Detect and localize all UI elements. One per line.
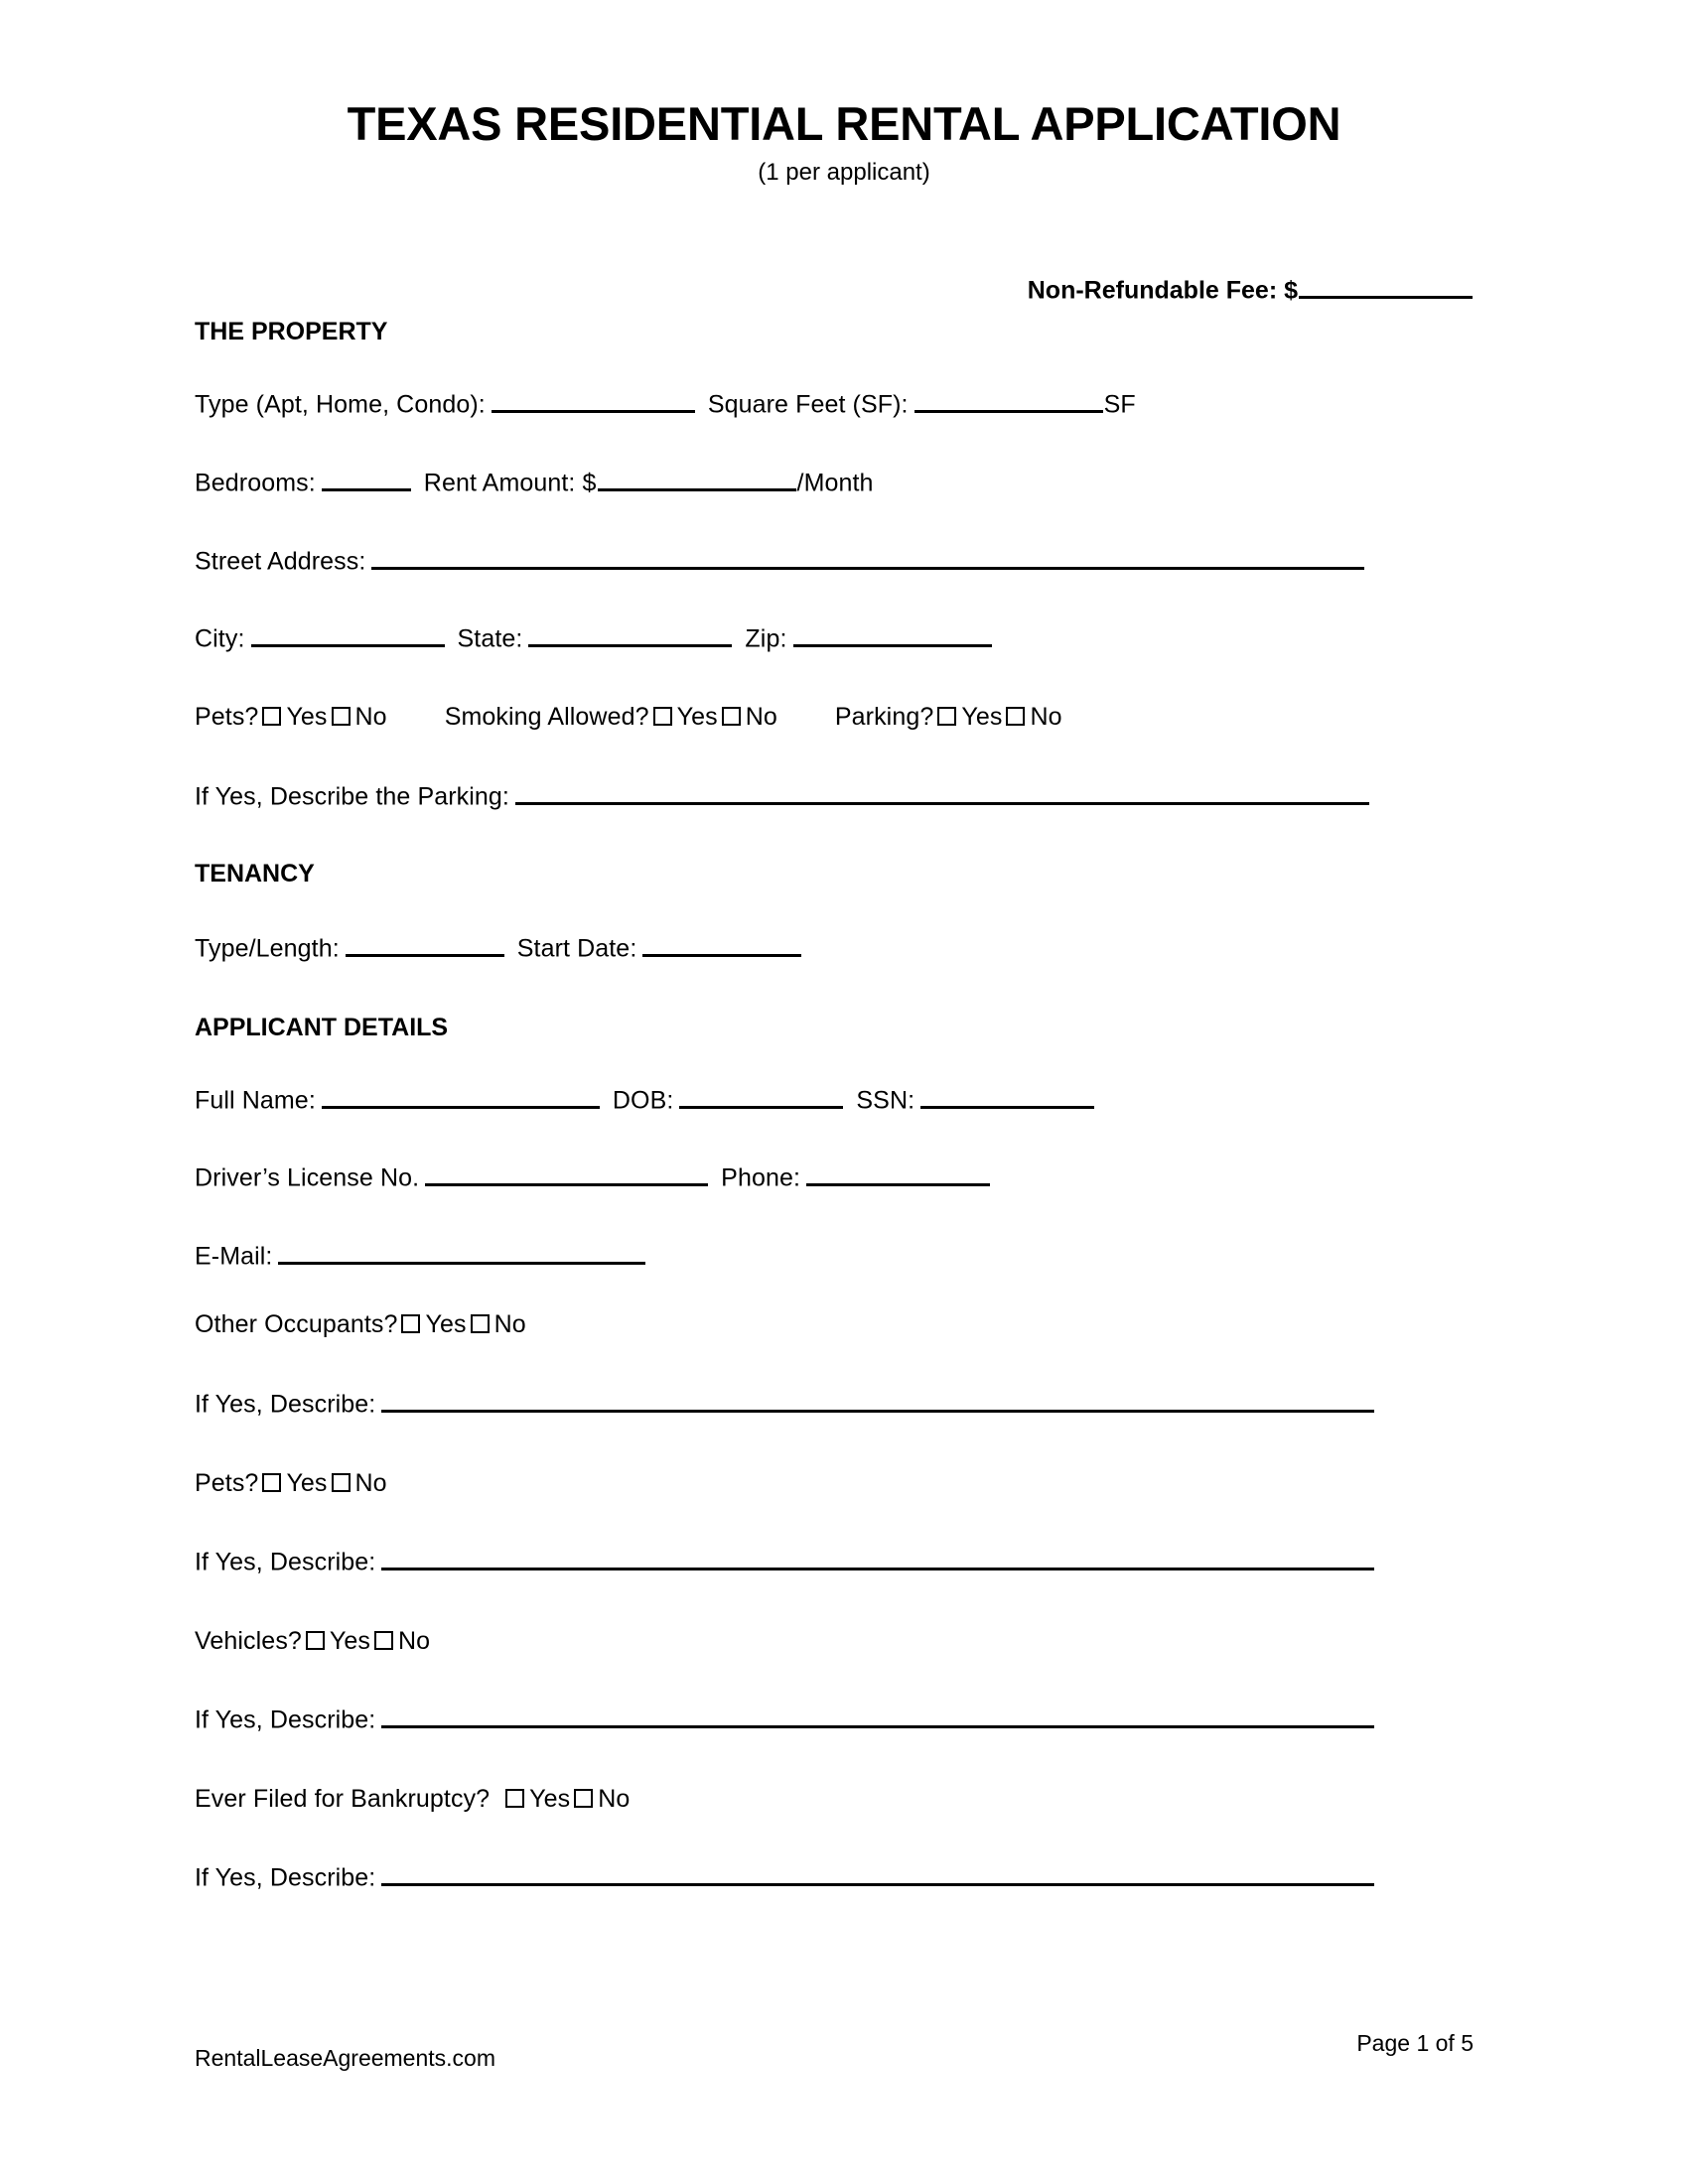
street-address-label: Street Address: — [195, 547, 366, 576]
tenancy-type-row — [195, 934, 802, 964]
footer-page-number: Page 1 of 5 — [1356, 2030, 1474, 2056]
phone-input-blank[interactable] — [806, 1163, 990, 1186]
square-feet-label: Square Feet (SF): — [707, 390, 909, 419]
rent-amount-input-blank[interactable] — [598, 469, 796, 491]
other-occupants-describe-input-blank[interactable] — [381, 1390, 1374, 1413]
bankruptcy-describe-input-blank[interactable] — [381, 1863, 1374, 1886]
email-row — [195, 1242, 646, 1272]
parking-describe-label: If Yes, Describe the Parking: — [195, 782, 509, 811]
property-type-input-blank[interactable] — [492, 390, 695, 413]
non-refundable-fee-input-blank[interactable] — [1299, 276, 1473, 299]
vehicles-label: Vehicles? — [195, 1627, 302, 1655]
street-address-row — [195, 547, 1365, 577]
section-heading-applicant-details: APPLICANT DETAILS — [195, 1014, 449, 1041]
city-label: City: — [195, 624, 245, 653]
state-label: State: — [457, 624, 523, 653]
tenancy-start-date-input-blank[interactable] — [642, 934, 801, 957]
section-heading-tenancy: TENANCY — [195, 860, 315, 887]
parking-no-checkbox[interactable] — [1006, 707, 1025, 726]
parking-no-label: No — [1030, 703, 1062, 731]
bankruptcy-label: Ever Filed for Bankruptcy? — [195, 1785, 491, 1813]
smoking-allowed-label: Smoking Allowed? — [444, 703, 649, 731]
property-pets-yes-checkbox[interactable] — [262, 707, 281, 726]
other-occupants-no-checkbox[interactable] — [471, 1314, 490, 1333]
smoking-no-label: No — [745, 703, 777, 731]
parking-yes-label: Yes — [961, 703, 1003, 731]
applicant-pets-describe-row — [195, 1548, 1375, 1577]
other-occupants-yes-checkbox[interactable] — [401, 1314, 420, 1333]
vehicles-no-label: No — [398, 1627, 431, 1655]
dob-input-blank[interactable] — [679, 1086, 843, 1109]
page-subtitle: (1 per applicant) — [758, 159, 930, 187]
bedrooms-label: Bedrooms: — [195, 469, 316, 497]
smoking-yes-label: Yes — [676, 703, 718, 731]
square-feet-input-blank[interactable] — [914, 390, 1103, 413]
property-pets-label: Pets? — [195, 703, 259, 731]
email-label: E-Mail: — [195, 1242, 273, 1271]
non-refundable-fee-label: Non-Refundable Fee: $ — [1027, 276, 1298, 305]
bankruptcy-yes-checkbox[interactable] — [505, 1789, 524, 1808]
non-refundable-fee-row — [195, 276, 1474, 306]
vehicles-describe-row — [195, 1706, 1375, 1735]
bedrooms-rent-row — [195, 469, 874, 498]
street-address-input-blank[interactable] — [371, 547, 1364, 570]
parking-describe-row — [195, 782, 1370, 812]
drivers-license-label: Driver’s License No. — [195, 1163, 420, 1192]
dob-label: DOB: — [612, 1086, 674, 1115]
zip-label: Zip: — [745, 624, 787, 653]
other-occupants-row — [195, 1310, 526, 1339]
property-pets-no-label: No — [354, 703, 387, 731]
drivers-license-input-blank[interactable] — [425, 1163, 708, 1186]
bankruptcy-describe-row — [195, 1863, 1375, 1893]
applicant-pets-describe-input-blank[interactable] — [381, 1548, 1374, 1570]
state-input-blank[interactable] — [528, 624, 732, 647]
full-name-row — [195, 1086, 1095, 1116]
ssn-input-blank[interactable] — [920, 1086, 1094, 1109]
parking-yes-checkbox[interactable] — [937, 707, 956, 726]
other-occupants-describe-row — [195, 1390, 1375, 1420]
zip-input-blank[interactable] — [793, 624, 992, 647]
bankruptcy-no-checkbox[interactable] — [574, 1789, 593, 1808]
square-feet-unit: SF — [1103, 390, 1136, 419]
smoking-no-checkbox[interactable] — [722, 707, 741, 726]
phone-label: Phone: — [721, 1163, 801, 1192]
footer-site-name: RentalLeaseAgreements.com — [195, 2045, 495, 2071]
bedrooms-input-blank[interactable] — [322, 469, 411, 491]
vehicles-describe-label: If Yes, Describe: — [195, 1706, 376, 1734]
tenancy-type-length-label: Type/Length: — [195, 934, 340, 963]
ssn-label: SSN: — [856, 1086, 915, 1115]
property-type-label: Type (Apt, Home, Condo): — [195, 390, 486, 419]
applicant-pets-no-label: No — [354, 1469, 387, 1497]
applicant-pets-describe-label: If Yes, Describe: — [195, 1548, 376, 1576]
vehicles-row — [195, 1627, 430, 1656]
city-input-blank[interactable] — [251, 624, 445, 647]
tenancy-start-date-label: Start Date: — [516, 934, 637, 963]
vehicles-describe-input-blank[interactable] — [381, 1706, 1374, 1728]
rent-amount-suffix: /Month — [796, 469, 874, 497]
applicant-pets-label: Pets? — [195, 1469, 259, 1497]
other-occupants-yes-label: Yes — [425, 1310, 467, 1338]
applicant-pets-yes-checkbox[interactable] — [262, 1473, 281, 1492]
email-input-blank[interactable] — [278, 1242, 645, 1265]
property-type-row — [195, 390, 1136, 420]
drivers-license-phone-row — [195, 1163, 991, 1193]
city-state-zip-row — [195, 624, 993, 654]
property-pets-no-checkbox[interactable] — [332, 707, 351, 726]
section-heading-property: THE PROPERTY — [195, 318, 388, 345]
applicant-pets-no-checkbox[interactable] — [332, 1473, 351, 1492]
bankruptcy-no-label: No — [598, 1785, 631, 1813]
vehicles-no-checkbox[interactable] — [374, 1631, 393, 1650]
vehicles-yes-label: Yes — [329, 1627, 371, 1655]
rent-amount-label: Rent Amount: $ — [423, 469, 597, 497]
applicant-pets-row — [195, 1469, 387, 1498]
tenancy-type-length-input-blank[interactable] — [346, 934, 504, 957]
bankruptcy-yes-label: Yes — [529, 1785, 571, 1813]
other-occupants-describe-label: If Yes, Describe: — [195, 1390, 376, 1419]
smoking-yes-checkbox[interactable] — [653, 707, 672, 726]
bankruptcy-describe-label: If Yes, Describe: — [195, 1863, 376, 1892]
vehicles-yes-checkbox[interactable] — [306, 1631, 325, 1650]
parking-label: Parking? — [834, 703, 934, 731]
property-pets-yes-label: Yes — [286, 703, 328, 731]
applicant-pets-yes-label: Yes — [286, 1469, 328, 1497]
full-name-input-blank[interactable] — [322, 1086, 600, 1109]
parking-describe-input-blank[interactable] — [515, 782, 1369, 805]
other-occupants-no-label: No — [493, 1310, 526, 1338]
full-name-label: Full Name: — [195, 1086, 316, 1115]
document-title-block — [0, 99, 1688, 187]
bankruptcy-row — [195, 1785, 630, 1814]
page-title: TEXAS RESIDENTIAL RENTAL APPLICATION — [347, 97, 1341, 150]
property-toggles-row — [195, 703, 1062, 732]
other-occupants-label: Other Occupants? — [195, 1310, 398, 1338]
